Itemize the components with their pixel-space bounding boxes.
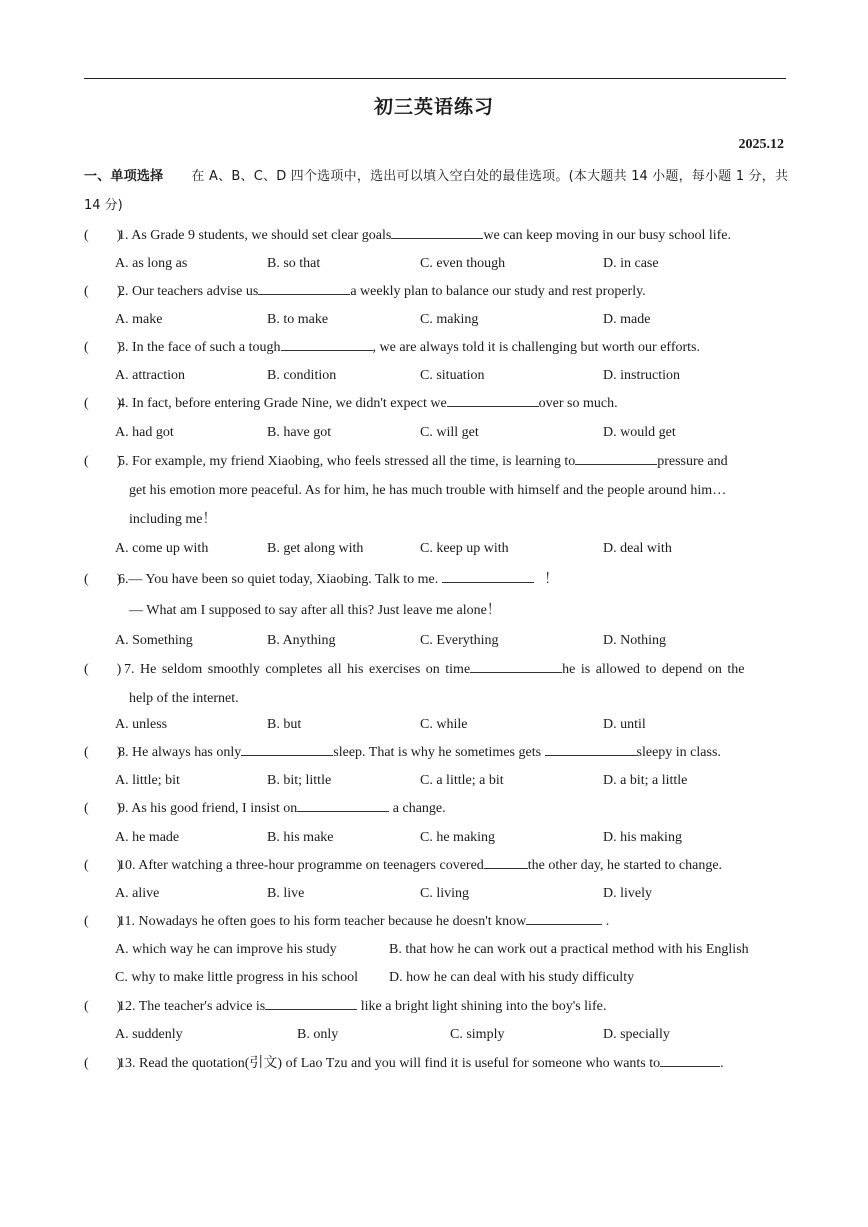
option-d[interactable]: D. instruction (603, 368, 680, 383)
question-4 (84, 390, 788, 418)
option-b[interactable]: B. live (267, 886, 305, 901)
answer-blank (281, 338, 373, 351)
option-a[interactable]: A. which way he can improve his study (115, 942, 337, 957)
question-7 (84, 655, 788, 713)
question-11 (84, 908, 788, 936)
option-c[interactable]: C. will get (420, 425, 479, 440)
section-instruction: 在 A、B、C、D 四个选项中，选出可以填入空白处的最佳选项。(本大题共 14 小题，每小题 1 分，共 14 分) (84, 169, 788, 213)
option-c[interactable]: C. why to make little progress in his school (115, 970, 359, 985)
option-c[interactable]: C. keep up with (420, 541, 509, 556)
question-stem-line-2: help of the internet. (129, 691, 239, 706)
option-a[interactable]: A. Something (115, 633, 193, 648)
answer-bracket[interactable]: ( ) (84, 454, 122, 469)
option-a[interactable]: A. had got (115, 425, 174, 440)
question-stem: 3. In the face of such a tough , we are always told it is challenging but worth our efforts. (118, 340, 700, 355)
answer-blank (447, 394, 539, 407)
option-b[interactable]: B. condition (267, 368, 337, 383)
question-stem: 9. As his good friend, I insist on a change. (118, 801, 446, 816)
option-c[interactable]: C. simply (450, 1027, 505, 1042)
answer-bracket[interactable]: ( ) (84, 745, 122, 760)
option-d[interactable]: D. a bit; a little (603, 773, 688, 788)
answer-blank (391, 226, 483, 239)
question-2 (84, 278, 788, 306)
options-8 (115, 773, 795, 795)
question-stem: 6.— You have been so quiet today, Xiaobing. Talk to me. ！ (118, 572, 559, 587)
question-stem: 13. Read the quotation(引文) of Lao Tzu and you will find it is useful for someone who wants to . (118, 1056, 724, 1071)
options-11-row-2 (115, 970, 795, 992)
question-stem: 2. Our teachers advise us a weekly plan to balance our study and rest properly. (118, 284, 646, 299)
option-b[interactable]: B. Anything (267, 633, 336, 648)
option-a[interactable]: A. attraction (115, 368, 185, 383)
answer-bracket[interactable]: ( ) (84, 999, 122, 1014)
page-title: 初三英语练习 (373, 96, 494, 118)
option-c[interactable]: C. while (420, 717, 468, 732)
answer-blank (575, 452, 657, 465)
answer-bracket[interactable]: ( ) (84, 284, 122, 299)
option-b[interactable]: B. so that (267, 256, 321, 271)
options-2 (115, 312, 795, 334)
option-b[interactable]: B. to make (267, 312, 329, 327)
answer-bracket[interactable]: ( ) (84, 396, 122, 411)
options-12 (115, 1027, 795, 1049)
question-stem: 7. He seldom smoothly completes all his exercises on time he is allowed to depend on the (124, 662, 745, 677)
option-d[interactable]: D. deal with (603, 541, 672, 556)
option-a[interactable]: A. come up with (115, 541, 209, 556)
option-a[interactable]: A. alive (115, 886, 160, 901)
header-rule (84, 78, 786, 79)
answer-blank (297, 799, 389, 812)
option-a[interactable]: A. suddenly (115, 1027, 183, 1042)
question-stem: 12. The teacher's advice is like a bright light shining into the boy's life. (118, 999, 607, 1014)
question-stem-line-2: — What am I supposed to say after all this? Just leave me alone！ (129, 603, 501, 618)
answer-bracket[interactable]: ( ) (84, 858, 122, 873)
option-c[interactable]: C. living (420, 886, 470, 901)
option-d[interactable]: D. would get (603, 425, 676, 440)
question-stem: 10. After watching a three-hour programme on teenagers covered the other day, he started to change. (118, 858, 723, 873)
options-4 (115, 425, 795, 447)
option-c[interactable]: C. he making (420, 830, 496, 845)
answer-blank (526, 912, 602, 925)
option-a[interactable]: A. he made (115, 830, 180, 845)
option-d[interactable]: D. lively (603, 886, 652, 901)
question-12 (84, 993, 788, 1021)
option-a[interactable]: A. make (115, 312, 163, 327)
question-stem: 4. In fact, before entering Grade Nine, we didn't expect we over so much. (118, 396, 618, 411)
question-3 (84, 334, 788, 362)
answer-blank (442, 570, 534, 583)
option-d[interactable]: D. his making (603, 830, 682, 845)
answer-bracket[interactable]: ( ) (84, 340, 122, 355)
answer-blank (470, 660, 562, 673)
option-b[interactable]: B. but (267, 717, 302, 732)
options-11-row-1 (115, 942, 795, 964)
question-8 (84, 739, 788, 767)
option-d[interactable]: D. how he can deal with his study difficulty (389, 970, 635, 985)
question-stem: 1. As Grade 9 students, we should set clear goals we can keep moving in our busy school life. (118, 228, 732, 243)
question-stem: 5. For example, my friend Xiaobing, who feels stressed all the time, is learning to pressure and (118, 454, 728, 469)
exam-date: 2025.12 (738, 137, 784, 152)
option-b[interactable]: B. bit; little (267, 773, 332, 788)
options-10 (115, 886, 795, 908)
question-13 (84, 1050, 788, 1078)
answer-bracket[interactable]: ( ) (84, 228, 122, 243)
section-heading-block (84, 162, 788, 220)
option-b[interactable]: B. his make (267, 830, 334, 845)
options-6 (115, 633, 795, 655)
option-a[interactable]: A. little; bit (115, 773, 180, 788)
question-stem-line-3: including me！ (129, 512, 217, 527)
option-c[interactable]: C. Everything (420, 633, 499, 648)
option-c[interactable]: C. situation (420, 368, 485, 383)
option-a[interactable]: A. as long as (115, 256, 188, 271)
question-9 (84, 795, 788, 823)
section-heading: 一、单项选择 (84, 169, 164, 184)
question-6 (84, 564, 788, 626)
answer-bracket[interactable]: ( ) (84, 1056, 122, 1071)
option-d[interactable]: D. in case (603, 256, 659, 271)
option-d[interactable]: D. Nothing (603, 633, 666, 648)
option-a[interactable]: A. unless (115, 717, 168, 732)
answer-blank (484, 856, 528, 869)
options-7 (115, 717, 795, 739)
answer-bracket[interactable]: ( ) (84, 801, 122, 816)
answer-blank (258, 282, 350, 295)
answer-bracket[interactable]: ( ) (84, 572, 122, 587)
answer-blank (660, 1054, 720, 1067)
option-b[interactable]: B. that how he can work out a practical method with his English (389, 942, 749, 957)
option-d[interactable]: D. until (603, 717, 646, 732)
option-b[interactable]: B. only (297, 1027, 339, 1042)
question-1 (84, 222, 788, 250)
answer-blank (241, 743, 333, 756)
answer-blank (545, 743, 637, 756)
options-3 (115, 368, 795, 390)
answer-bracket[interactable]: ( ) (84, 914, 122, 929)
option-b[interactable]: B. have got (267, 425, 332, 440)
question-stem-line-2: get his emotion more peaceful. As for him, he has much trouble with himself and the people around him… (129, 483, 727, 498)
answer-blank (265, 997, 357, 1010)
option-d[interactable]: D. specially (603, 1027, 670, 1042)
option-c[interactable]: C. even though (420, 256, 506, 271)
option-b[interactable]: B. get along with (267, 541, 364, 556)
option-c[interactable]: C. making (420, 312, 479, 327)
question-stem: 8. He always has only sleep. That is why he sometimes gets sleepy in class. (118, 745, 721, 760)
options-1 (115, 256, 795, 278)
options-5 (115, 541, 795, 563)
answer-bracket[interactable]: ( ) (84, 662, 122, 677)
question-10 (84, 852, 788, 880)
question-5 (84, 447, 788, 534)
options-9 (115, 830, 795, 852)
option-d[interactable]: D. made (603, 312, 651, 327)
question-stem: 11. Nowadays he often goes to his form teacher because he doesn't know . (118, 914, 610, 929)
option-c[interactable]: C. a little; a bit (420, 773, 504, 788)
